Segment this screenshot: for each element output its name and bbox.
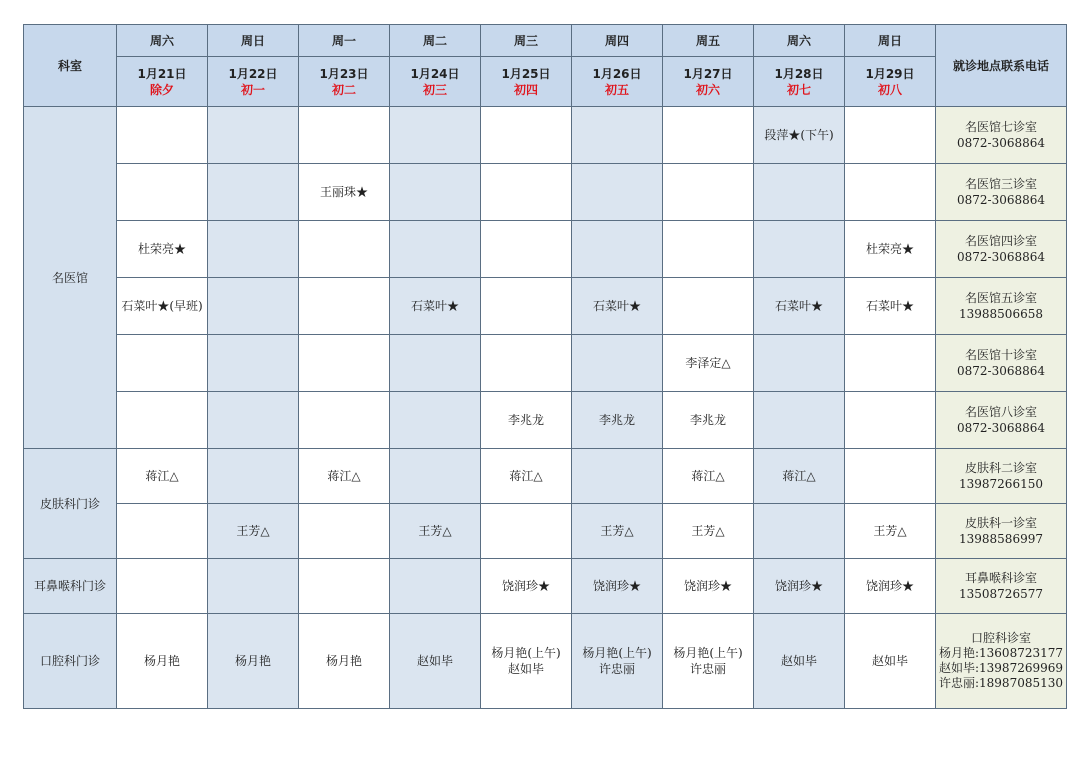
doctor-cell	[663, 449, 754, 504]
doctor-cell	[117, 335, 208, 392]
doctor-cell	[481, 107, 572, 164]
doctor-cell	[299, 559, 390, 614]
doctor-cell	[117, 164, 208, 221]
location-contact-cell	[936, 559, 1067, 614]
doctor-cell	[299, 449, 390, 504]
doctor-cell	[663, 278, 754, 335]
weekday-header-cell	[117, 25, 208, 57]
date-header-cell	[390, 57, 481, 107]
doctor-name: 石菜叶★	[774, 299, 823, 313]
doctor-cell	[390, 504, 481, 559]
dept-header-label: 科室	[57, 58, 82, 73]
weekday-label: 周三	[513, 33, 538, 48]
date-label: 1月25日	[501, 66, 551, 81]
location-name: 名医馆七诊室	[964, 120, 1037, 134]
doctor-cell	[663, 392, 754, 449]
doctor-name: 蒋江△	[327, 469, 361, 483]
doctor-cell	[390, 614, 481, 709]
lunar-date-label: 初七	[786, 82, 811, 97]
date-header-cell	[754, 57, 845, 107]
doctor-cell	[754, 504, 845, 559]
lunar-date-label: 初五	[604, 82, 629, 97]
contact-phone: 13508726577	[959, 587, 1043, 601]
location-contact-cell	[936, 614, 1067, 709]
doctor-name: 蒋江△	[145, 469, 179, 483]
weekday-label: 周日	[240, 33, 265, 48]
doctor-cell	[845, 107, 936, 164]
date-label: 1月28日	[774, 66, 824, 81]
weekday-header-cell	[299, 25, 390, 57]
doctor-cell	[390, 392, 481, 449]
doctor-cell	[208, 164, 299, 221]
doctor-cell	[754, 449, 845, 504]
department-name-cell	[24, 449, 117, 559]
doctor-cell	[117, 504, 208, 559]
doctor-cell	[299, 107, 390, 164]
doctor-name: 许忠丽	[598, 662, 635, 676]
doctor-cell	[390, 107, 481, 164]
doctor-cell	[572, 449, 663, 504]
doctor-cell	[117, 614, 208, 709]
doctor-cell	[663, 559, 754, 614]
doctor-name: 饶润珍★	[501, 579, 550, 593]
date-label: 1月29日	[865, 66, 915, 81]
contact-phone: 13988506658	[959, 307, 1043, 321]
doctor-cell	[572, 335, 663, 392]
date-label: 1月21日	[137, 66, 187, 81]
doctor-cell	[754, 335, 845, 392]
date-header-cell	[572, 57, 663, 107]
doctor-cell	[572, 221, 663, 278]
doctor-name: 石菜叶★(早班)	[121, 299, 203, 313]
doctor-cell	[481, 335, 572, 392]
doctor-cell	[481, 392, 572, 449]
schedule-row	[24, 614, 1067, 709]
doctor-cell	[481, 614, 572, 709]
location-contact-cell	[936, 107, 1067, 164]
contact-phone: 13988586997	[959, 532, 1043, 546]
doctor-name: 杨月艳	[143, 654, 180, 668]
doctor-name: 饶润珍★	[592, 579, 641, 593]
doctor-cell	[845, 504, 936, 559]
doctor-name: 饶润珍★	[774, 579, 823, 593]
contact-phone: 0872-3068864	[956, 250, 1046, 264]
doctor-cell	[663, 335, 754, 392]
doctor-name: 李泽定△	[685, 356, 731, 370]
location-name: 口腔科诊室	[970, 631, 1031, 645]
doctor-name: 蒋江△	[782, 469, 816, 483]
doctor-cell	[572, 164, 663, 221]
doctor-cell	[481, 449, 572, 504]
schedule-row	[24, 221, 1067, 278]
doctor-name: 饶润珍★	[865, 579, 914, 593]
doctor-cell	[663, 164, 754, 221]
date-header-cell	[299, 57, 390, 107]
doctor-name: 石菜叶★	[592, 299, 641, 313]
doctor-cell	[208, 278, 299, 335]
schedule-row	[24, 392, 1067, 449]
doctor-name: 杨月艳	[234, 654, 271, 668]
doctor-name: 杜荣亮★	[137, 242, 186, 256]
doctor-cell	[663, 504, 754, 559]
schedule-row	[24, 335, 1067, 392]
doctor-cell	[845, 164, 936, 221]
weekday-header-cell	[481, 25, 572, 57]
schedule-row	[24, 164, 1067, 221]
lunar-date-label: 初一	[240, 82, 265, 97]
doctor-name: 蒋江△	[691, 469, 725, 483]
doctor-name: 石菜叶★	[410, 299, 459, 313]
weekday-header-cell	[845, 25, 936, 57]
doctor-cell	[117, 449, 208, 504]
doctor-cell	[208, 392, 299, 449]
doctor-cell	[299, 335, 390, 392]
doctor-cell	[754, 559, 845, 614]
lunar-date-label: 初二	[331, 82, 356, 97]
location-name: 名医馆三诊室	[964, 177, 1037, 191]
schedule-row	[24, 449, 1067, 504]
doctor-cell	[572, 392, 663, 449]
weekday-header-cell	[390, 25, 481, 57]
contact-header-label: 就诊地点联系电话	[952, 58, 1049, 73]
doctor-cell	[845, 392, 936, 449]
weekday-label: 周一	[331, 33, 356, 48]
department-name-cell	[24, 559, 117, 614]
weekday-label: 周四	[604, 33, 629, 48]
doctor-cell	[390, 221, 481, 278]
doctor-cell	[390, 164, 481, 221]
doctor-cell	[572, 278, 663, 335]
doctor-name: 王芳△	[418, 524, 452, 538]
lunar-date-label: 初三	[422, 82, 447, 97]
doctor-cell	[754, 392, 845, 449]
doctor-cell	[663, 221, 754, 278]
doctor-name: 赵如毕	[507, 662, 544, 676]
doctor-cell	[572, 107, 663, 164]
doctor-cell	[299, 504, 390, 559]
doctor-name: 王芳△	[873, 524, 907, 538]
doctor-name: 李兆龙	[598, 413, 635, 427]
doctor-cell	[390, 278, 481, 335]
doctor-cell	[572, 504, 663, 559]
doctor-cell	[481, 278, 572, 335]
doctor-name: 许忠丽	[689, 662, 726, 676]
weekday-label: 周五	[695, 33, 720, 48]
location-name: 名医馆四诊室	[964, 234, 1037, 248]
dept-header-cell	[24, 25, 117, 107]
doctor-cell	[845, 559, 936, 614]
lunar-date-label: 除夕	[149, 82, 174, 97]
doctor-cell	[117, 221, 208, 278]
doctor-cell	[481, 164, 572, 221]
doctor-name: 赵如毕	[871, 654, 908, 668]
doctor-name: 王芳△	[600, 524, 634, 538]
doctor-name: 杨月艳(上午)	[673, 646, 743, 660]
contact-phone: 0872-3068864	[956, 193, 1046, 207]
doctor-cell	[299, 278, 390, 335]
location-contact-cell	[936, 392, 1067, 449]
department-name-cell	[24, 107, 117, 449]
doctor-cell	[754, 278, 845, 335]
doctor-cell	[299, 221, 390, 278]
date-header-cell	[481, 57, 572, 107]
doctor-name: 杨月艳(上午)	[582, 646, 652, 660]
doctor-name: 王芳△	[236, 524, 270, 538]
date-header-cell	[845, 57, 936, 107]
contact-phone: 赵如毕:13987269969	[938, 661, 1064, 675]
doctor-name: 李兆龙	[507, 413, 544, 427]
weekday-header-cell	[754, 25, 845, 57]
department-name: 皮肤科门诊	[39, 496, 100, 511]
doctor-cell	[208, 107, 299, 164]
date-label: 1月22日	[228, 66, 278, 81]
doctor-name: 杜荣亮★	[865, 242, 914, 256]
doctor-name: 段萍★(下午)	[764, 128, 834, 142]
doctor-cell	[845, 278, 936, 335]
doctor-cell	[117, 559, 208, 614]
date-label: 1月27日	[683, 66, 733, 81]
location-contact-cell	[936, 449, 1067, 504]
contact-phone: 0872-3068864	[956, 421, 1046, 435]
doctor-name: 石菜叶★	[865, 299, 914, 313]
contact-phone: 13987266150	[959, 477, 1043, 491]
doctor-cell	[845, 221, 936, 278]
doctor-cell	[390, 335, 481, 392]
location-name: 耳鼻喉科诊室	[964, 571, 1037, 585]
doctor-cell	[299, 164, 390, 221]
doctor-name: 赵如毕	[780, 654, 817, 668]
date-label: 1月26日	[592, 66, 642, 81]
lunar-date-label: 初四	[513, 82, 538, 97]
contact-phone: 0872-3068864	[956, 364, 1046, 378]
department-name-cell	[24, 614, 117, 709]
doctor-cell	[481, 559, 572, 614]
weekday-header-cell	[208, 25, 299, 57]
doctor-cell	[117, 392, 208, 449]
location-contact-cell	[936, 504, 1067, 559]
doctor-cell	[208, 335, 299, 392]
location-name: 皮肤科一诊室	[964, 516, 1037, 530]
doctor-cell	[481, 221, 572, 278]
doctor-cell	[390, 559, 481, 614]
date-header-cell	[663, 57, 754, 107]
doctor-cell	[845, 614, 936, 709]
doctor-cell	[208, 614, 299, 709]
location-name: 皮肤科二诊室	[964, 461, 1037, 475]
weekday-header-cell	[663, 25, 754, 57]
weekday-label: 周日	[877, 33, 902, 48]
duty-schedule-table	[23, 24, 1067, 709]
doctor-name: 蒋江△	[509, 469, 543, 483]
lunar-date-label: 初八	[877, 82, 902, 97]
department-name: 耳鼻喉科门诊	[33, 579, 106, 593]
doctor-name: 王丽珠★	[319, 185, 368, 199]
doctor-cell	[845, 449, 936, 504]
doctor-cell	[845, 335, 936, 392]
location-contact-cell	[936, 221, 1067, 278]
weekday-label: 周六	[786, 33, 811, 48]
schedule-row	[24, 504, 1067, 559]
schedule-row	[24, 559, 1067, 614]
doctor-cell	[572, 614, 663, 709]
doctor-name: 王芳△	[691, 524, 725, 538]
doctor-cell	[299, 392, 390, 449]
lunar-date-label: 初六	[695, 82, 720, 97]
weekday-label: 周二	[422, 33, 447, 48]
location-name: 名医馆八诊室	[964, 405, 1037, 419]
doctor-cell	[208, 449, 299, 504]
doctor-cell	[572, 559, 663, 614]
doctor-cell	[117, 107, 208, 164]
location-contact-cell	[936, 278, 1067, 335]
department-name: 名医馆	[51, 270, 88, 285]
doctor-cell	[208, 559, 299, 614]
schedule-row	[24, 107, 1067, 164]
date-header-cell	[117, 57, 208, 107]
doctor-cell	[117, 278, 208, 335]
doctor-name: 杨月艳	[325, 654, 362, 668]
location-contact-cell	[936, 164, 1067, 221]
doctor-cell	[663, 614, 754, 709]
doctor-name: 饶润珍★	[683, 579, 732, 593]
location-name: 名医馆五诊室	[964, 291, 1037, 305]
doctor-cell	[754, 221, 845, 278]
doctor-cell	[754, 614, 845, 709]
doctor-cell	[390, 449, 481, 504]
department-name: 口腔科门诊	[39, 654, 100, 668]
date-label: 1月23日	[319, 66, 369, 81]
doctor-name: 杨月艳(上午)	[491, 646, 561, 660]
weekday-label: 周六	[149, 33, 174, 48]
doctor-cell	[754, 107, 845, 164]
location-contact-cell	[936, 335, 1067, 392]
contact-phone: 0872-3068864	[956, 136, 1046, 150]
contact-phone: 杨月艳:13608723177	[938, 646, 1064, 660]
doctor-name: 赵如毕	[416, 654, 453, 668]
doctor-cell	[481, 504, 572, 559]
date-label: 1月24日	[410, 66, 460, 81]
doctor-cell	[299, 614, 390, 709]
contact-phone: 许忠丽:18987085130	[938, 676, 1064, 690]
contact-header-cell	[936, 25, 1067, 107]
doctor-cell	[754, 164, 845, 221]
location-name: 名医馆十诊室	[964, 348, 1037, 362]
schedule-row	[24, 278, 1067, 335]
doctor-name: 李兆龙	[689, 413, 726, 427]
weekday-header-cell	[572, 25, 663, 57]
date-header-cell	[208, 57, 299, 107]
doctor-cell	[208, 504, 299, 559]
schedule-document	[23, 24, 1067, 709]
doctor-cell	[663, 107, 754, 164]
doctor-cell	[208, 221, 299, 278]
